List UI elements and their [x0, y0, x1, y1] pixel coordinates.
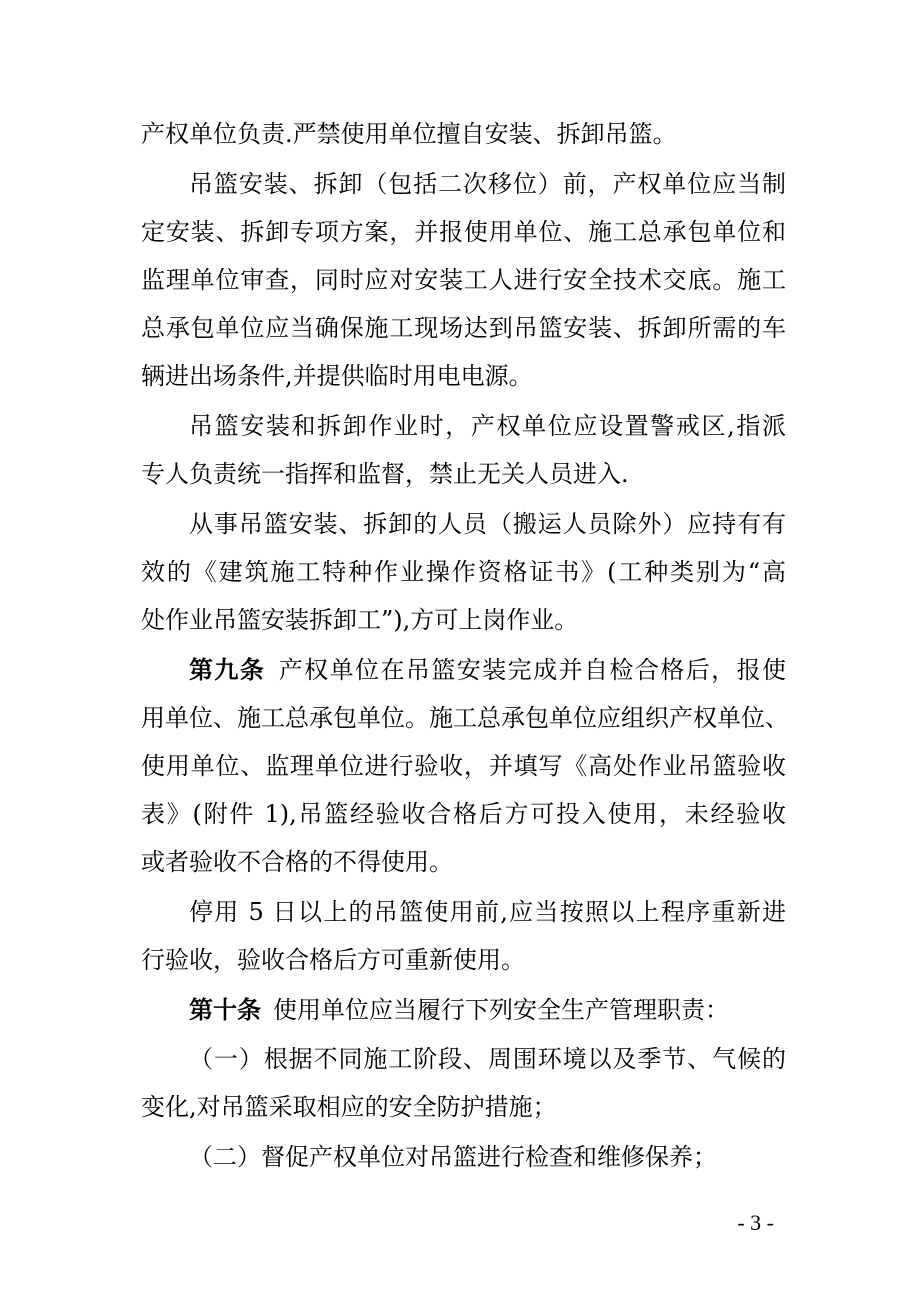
paragraph-line: 变化,对吊篮采取相应的安全防护措施； [141, 1093, 557, 1121]
paragraph-line: 处作业吊篮安装拆卸工”),方可上岗作业。 [141, 606, 579, 634]
paragraph-line: 使用单位、监理单位进行验收，并填写《高处作业吊篮验收 [141, 752, 786, 780]
paragraph-line: （二）督促产权单位对吊篮进行检查和维修保养； [189, 1143, 717, 1171]
paragraph-line: 专人负责统一指挥和监督，禁止无关人员进入. [141, 460, 629, 488]
paragraph-line: 总承包单位应当确保施工现场达到吊篮安装、拆卸所需的车 [141, 314, 786, 342]
paragraph-text: 产权单位在吊篮安装完成并自检合格后，报使 [277, 656, 787, 684]
paragraph-line: 行验收，验收合格后方可重新使用。 [141, 946, 525, 974]
paragraph-line: 用单位、施工总承包单位。施工总承包单位应组织产权单位、 [141, 704, 789, 732]
paragraph-line: 停用 5 日以上的吊篮使用前,应当按照以上程序重新进 [189, 898, 786, 926]
page-number: - 3 - [737, 1210, 774, 1235]
paragraph-line: 产权单位负责.严禁使用单位擅自安装、拆卸吊篮。 [141, 120, 677, 148]
paragraph-line: 效的《建筑施工特种作业操作资格证书》(工种类别为“高 [141, 558, 786, 586]
paragraph-line: 表》(附件 1),吊篮经验收合格后方可投入使用，未经验收 [141, 800, 786, 828]
paragraph-line: 监理单位审查，同时应对安装工人进行安全技术交底。施工 [141, 266, 786, 294]
paragraph-text: 使用单位应当履行下列安全生产管理职责： [273, 996, 729, 1024]
paragraph-line: 定安装、拆卸专项方案，并报使用单位、施工总承包单位和 [141, 218, 786, 246]
paragraph-line: 辆进出场条件,并提供临时用电电源。 [141, 362, 533, 390]
paragraph-line: 或者验收不合格的不得使用。 [141, 848, 453, 876]
article-heading-line [189, 655, 786, 685]
paragraph-line: （一）根据不同施工阶段、周围环境以及季节、气候的 [189, 1045, 786, 1073]
paragraph-line: 吊篮安装、拆卸（包括二次移位）前，产权单位应当制 [189, 170, 786, 198]
article-label: 第十条 [189, 995, 261, 1024]
paragraph-line: 从事吊篮安装、拆卸的人员（搬运人员除外）应持有有 [189, 510, 786, 538]
paragraph-line: 吊篮安装和拆卸作业时，产权单位应设置警戒区,指派 [189, 412, 786, 440]
article-label: 第九条 [189, 655, 266, 684]
article-heading-line [189, 995, 786, 1025]
